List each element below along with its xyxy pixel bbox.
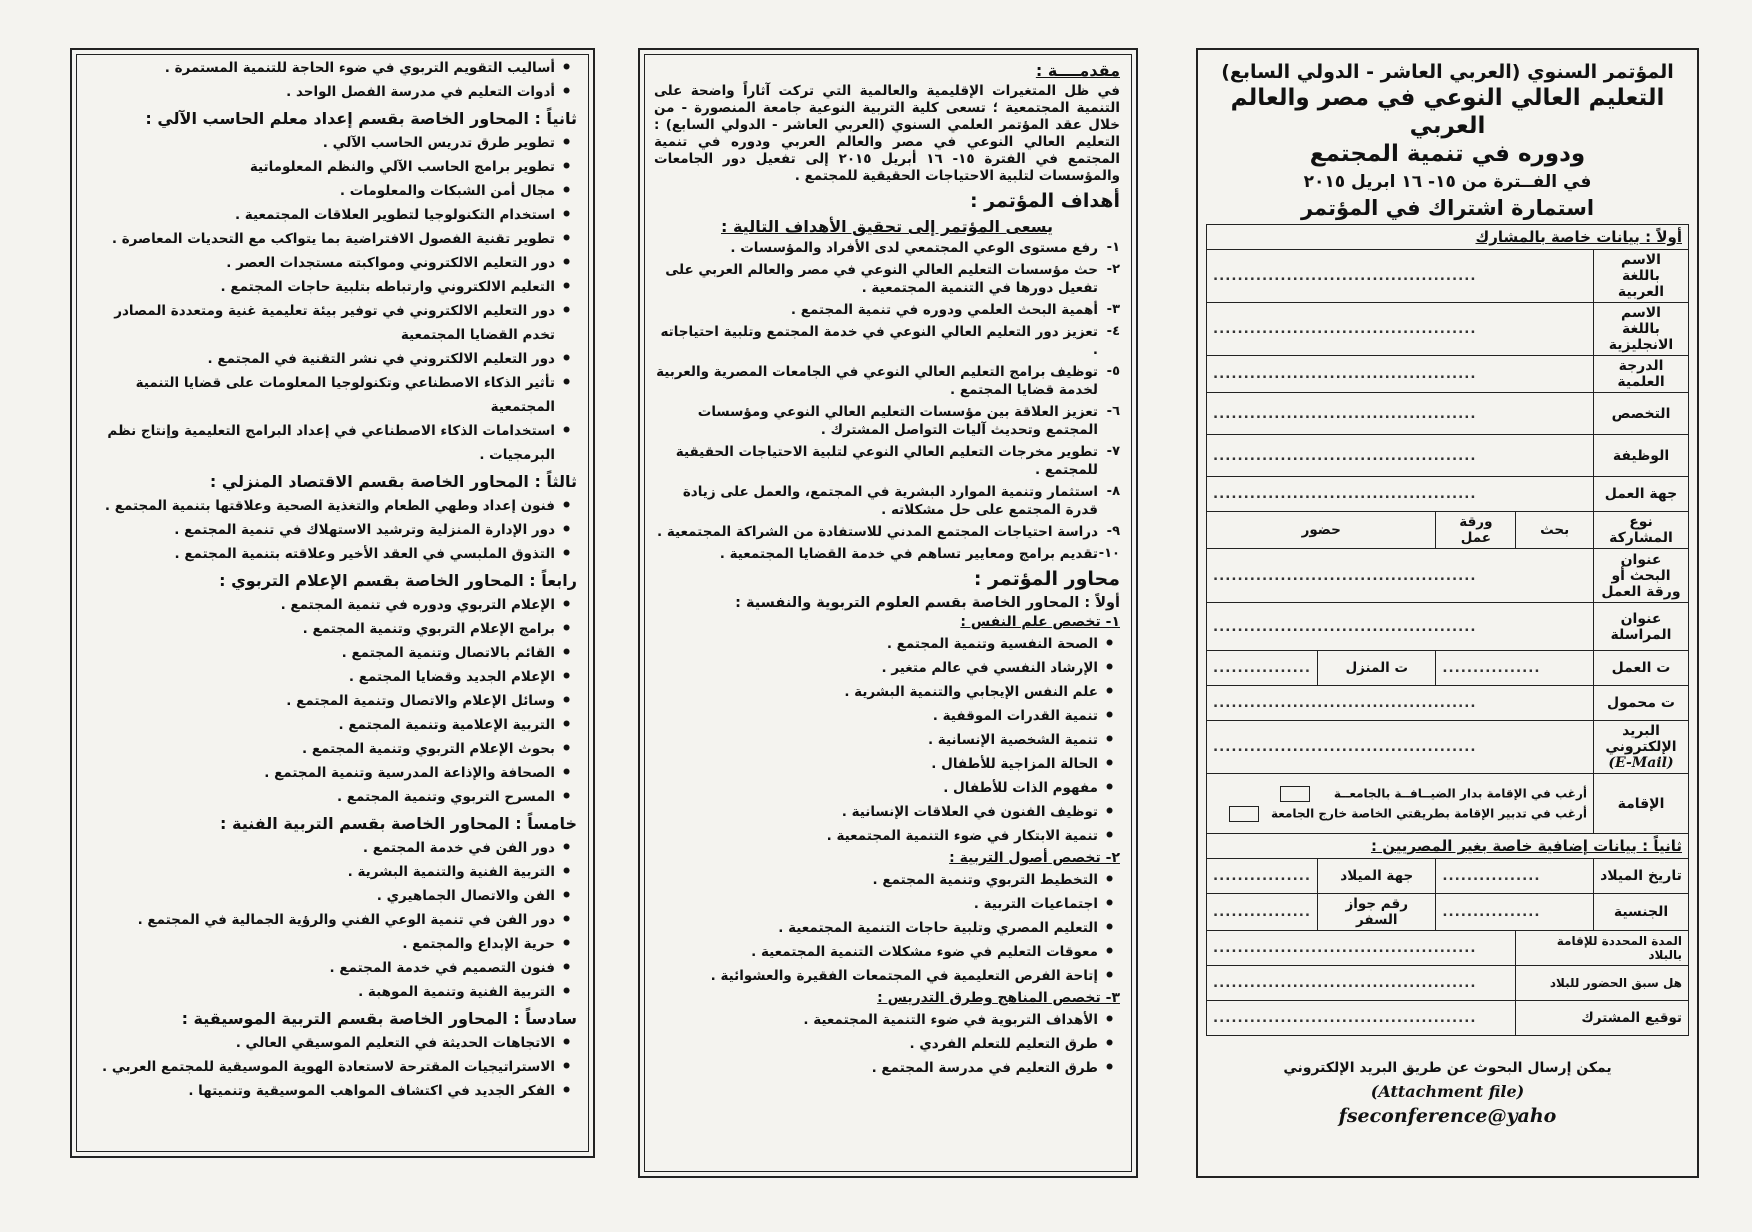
field-research-title[interactable]: ........................................... — [1207, 549, 1594, 603]
list-item: • الإرشاد النفسي في عالم متغير . — [654, 656, 1098, 680]
goal-item — [654, 523, 1120, 541]
goal-text: تعزيز دور التعليم العالي النوعي في خدمة المجتمع وتلبية احتياجاته . — [660, 324, 1098, 358]
conference-title-line1: التعليم العالي النوعي في مصر والعالم العربي — [1230, 85, 1665, 139]
label-name-ar: الاسم باللغة العربية — [1594, 250, 1689, 303]
goal-number: ٦- — [1106, 404, 1120, 419]
list-item: • التعليم الالكتروني وارتباطه بتلبية حاجات المجتمع . — [86, 275, 555, 299]
label-signature: توقيع المشترك — [1516, 1001, 1689, 1036]
option-work-paper[interactable]: ورقة عمل — [1436, 512, 1516, 549]
goal-item — [654, 261, 1120, 297]
section-list — [86, 494, 577, 566]
field-specialty[interactable]: ........................................... — [1207, 393, 1594, 435]
label-passport: رقم جواز السفر — [1318, 894, 1436, 931]
residence-option-2-label: أرغب في تدبير الإقامة بطريقتي الخاصة خارج الجامعة — [1270, 806, 1587, 820]
list-item: • المسرح التربوي وتنمية المجتمع . — [86, 785, 555, 809]
list-item: • فنون إعداد وطهي الطعام والتغذية الصحية وعلاقتها بتنمية المجتمع . — [86, 494, 555, 518]
goal-item — [654, 403, 1120, 439]
field-name-en[interactable]: ........................................... — [1207, 303, 1594, 356]
list-item: • تطوير برامج الحاسب الآلي والنظم المعلوماتية — [86, 155, 555, 179]
conference-title-line2: ودوره في تنمية المجتمع — [1309, 141, 1586, 167]
goal-number: ٨- — [1106, 484, 1120, 499]
label-participation: نوع المشاركة — [1594, 512, 1689, 549]
label-visited: هل سبق الحضور للبلاد — [1516, 966, 1689, 1001]
goal-number: ١- — [1106, 240, 1120, 255]
goal-text: تطوير مخرجات التعليم العالي النوعي لتلبية الاحتياجات الحقيقية للمجتمع . — [675, 444, 1098, 478]
label-email-ar: البريد الإلكتروني — [1605, 723, 1677, 755]
goal-number: ٤- — [1106, 324, 1120, 339]
list-item: • القائم بالاتصال وتنمية المجتمع . — [86, 641, 555, 665]
field-stay[interactable]: ........................................... — [1207, 931, 1516, 966]
list-item: • الفكر الجديد في اكتشاف المواهب الموسيقية وتنميتها . — [86, 1079, 555, 1103]
sub2-list — [654, 868, 1120, 988]
list-item: • بحوث الإعلام التربوي وتنمية المجتمع . — [86, 737, 555, 761]
goal-item — [654, 323, 1120, 359]
residence-option-2[interactable] — [1213, 806, 1587, 822]
label-email — [1594, 721, 1689, 774]
list-item: • الاتجاهات الحديثة في التعليم الموسيقي العالي . — [86, 1031, 555, 1055]
conference-series: المؤتمر السنوي (العربي العاشر - الدولي السابع) — [1221, 61, 1674, 83]
intro-text: في ظل المتغيرات الإقليمية والعالمية التي تركت آثاراً واضحة على التنمية المجتمعية ؛ تسعى كلية التربية النوعية جامعة المنصورة - من خلال عقد المؤتمر العلمي السنوي (العربي العاشر - الدولي السابع) : التعليم العالي النوعي في مصر والعالم العربي ودوره في تنمية المجتمع في الفترة ١٥- ١٦ أبريل ٢٠١٥ إلى تفعيل دور الجامعات والمؤسسات لتلبية الاحتياجات الحقيقية للمجتمع . — [654, 83, 1120, 184]
list-item: • أساليب التقويم التربوي في ضوء الحاجة للتنمية المستمرة . — [86, 56, 555, 80]
field-work-phone[interactable]: ................ — [1436, 651, 1594, 686]
list-item: • تطوير طرق تدريس الحاسب الآلي . — [86, 131, 555, 155]
label-residence: الإقامة — [1594, 774, 1689, 834]
goal-text: توظيف برامج التعليم العالي النوعي في الجامعات المصرية والعربية لخدمة قضايا المجتمع . — [656, 364, 1098, 398]
goal-item — [654, 483, 1120, 519]
list-item: • دور الفن في خدمة المجتمع . — [86, 836, 555, 860]
option-research[interactable]: بحث — [1516, 512, 1594, 549]
goal-text: تقديم برامج ومعايير تساهم في خدمة القضايا المجتمعية . — [719, 546, 1098, 562]
section-participant: أولاً : بيانات خاصة بالمشارك — [1207, 225, 1689, 250]
label-research-title: عنوان البحث أو ورقة العمل — [1594, 549, 1689, 603]
residence-option-1[interactable] — [1213, 786, 1587, 802]
label-name-en: الاسم باللغة الانجليزية — [1594, 303, 1689, 356]
goal-item — [654, 363, 1120, 399]
list-item: • التربية الفنية والتنمية البشرية . — [86, 860, 555, 884]
residence-options — [1207, 774, 1594, 834]
registration-form — [1206, 224, 1689, 1036]
label-address: عنوان المراسلة — [1594, 603, 1689, 651]
section-list — [86, 593, 577, 809]
list-item: • التربية الفنية وتنمية الموهبة . — [86, 980, 555, 1004]
residence-option-1-label: أرغب في الإقامة بدار الضيــافــة بالجامعــة — [1333, 786, 1587, 800]
goals-title: أهداف المؤتمر : — [969, 190, 1120, 212]
axes-first-heading: أولاً : المحاور الخاصة بقسم العلوم التربوية والنفسية : — [735, 595, 1120, 611]
field-passport[interactable]: ................ — [1207, 894, 1318, 931]
field-mobile[interactable]: ........................................... — [1207, 686, 1594, 721]
label-specialty: التخصص — [1594, 393, 1689, 435]
label-birth-date: تاريخ الميلاد — [1594, 859, 1689, 894]
section-list — [86, 1031, 577, 1103]
list-item: • معوقات التعليم في ضوء مشكلات التنمية المجتمعية . — [654, 940, 1098, 964]
label-home-phone: ت المنزل — [1318, 651, 1436, 686]
axes-title: محاور المؤتمر : — [973, 568, 1120, 590]
checkbox[interactable] — [1280, 786, 1310, 802]
list-item: • دور التعليم الالكتروني في توفير بيئة تعليمية غنية ومتعددة المصادر تخدم القضايا المجتمعية — [86, 299, 555, 347]
list-item: • استخدام التكنولوجيا لتطوير العلاقات المجتمعية . — [86, 203, 555, 227]
field-home-phone[interactable]: ................ — [1207, 651, 1318, 686]
label-degree: الدرجة العلمية — [1594, 356, 1689, 393]
goal-number: ٧- — [1106, 444, 1120, 459]
list-item: • وسائل الإعلام والاتصال وتنمية المجتمع . — [86, 689, 555, 713]
section-non-egyptians: ثانياً : بيانات إضافية خاصة بغير المصريين : — [1207, 834, 1689, 859]
list-item: • حرية الإبداع والمجتمع . — [86, 932, 555, 956]
section-list — [86, 131, 577, 467]
field-address[interactable]: ........................................... — [1207, 603, 1594, 651]
list-item: • مفهوم الذات للأطفال . — [654, 776, 1098, 800]
goal-number: ٢- — [1106, 262, 1120, 277]
list-item: • تنمية القدرات الموقفية . — [654, 704, 1098, 728]
goal-number: ٥- — [1106, 364, 1120, 379]
form-title: استمارة اشتراك في المؤتمر — [1300, 196, 1595, 220]
sub1-list — [654, 632, 1120, 848]
list-item: • الحالة المزاجية للأطفال . — [654, 752, 1098, 776]
list-item: • التربية الإعلامية وتنمية المجتمع . — [86, 713, 555, 737]
sub3-heading: ٣- تخصص المناهج وطرق التدريس : — [877, 990, 1120, 1006]
goal-text: تعزيز العلاقة بين مؤسسات التعليم العالي النوعي ومؤسسات المجتمع وتحديث آليات التواصل المشترك . — [697, 404, 1098, 438]
list-item: • تنمية الابتكار في ضوء التنمية المجتمعية . — [654, 824, 1098, 848]
option-attendance[interactable]: حضور — [1207, 512, 1436, 549]
list-item: • تأثير الذكاء الاصطناعي وتكنولوجيا المعلومات على قضايا التنمية المجتمعية — [86, 371, 555, 419]
field-email[interactable]: ........................................... — [1207, 721, 1594, 774]
list-item: • تطوير تقنية الفصول الافتراضية بما يتواكب مع التحديات المعاصرة . — [86, 227, 555, 251]
list-item: • التذوق الملبسي في العقد الأخير وعلاقته بتنمية المجتمع . — [86, 542, 555, 566]
checkbox[interactable] — [1229, 806, 1259, 822]
goal-text: حث مؤسسات التعليم العالي النوعي في مصر والعالم العربي على تفعيل دورها في التنمية المجتمعية . — [665, 262, 1098, 296]
section-heading: ثانياً : المحاور الخاصة بقسم إعداد معلم الحاسب الآلي : — [145, 109, 577, 128]
list-item: • الصحة النفسية وتنمية المجتمع . — [654, 632, 1098, 656]
goal-text: رفع مستوى الوعي المجتمعي لدى الأفراد والمؤسسات . — [730, 240, 1098, 256]
intro-title: مقدمــــة : — [1035, 61, 1120, 80]
sub2-heading: ٢- تخصص أصول التربية : — [949, 850, 1120, 866]
goal-item — [654, 301, 1120, 319]
goal-item — [654, 239, 1120, 257]
label-stay: المدة المحددة للإقامة بالبلاد — [1516, 931, 1689, 966]
list-item: • الأهداف التربوية في ضوء التنمية المجتمعية . — [654, 1008, 1098, 1032]
goal-number: ٣- — [1106, 302, 1120, 317]
list-item: • إتاحة الفرص التعليمية في المجتمعات الفقيرة والعشوائية . — [654, 964, 1098, 988]
label-work-phone: ت العمل — [1594, 651, 1689, 686]
list-item: • استخدامات الذكاء الاصطناعي في إعداد البرامج التعليمية وإنتاج نظم البرمجيات . — [86, 419, 555, 467]
goal-text: استثمار وتنمية الموارد البشرية في المجتمع، والعمل على زيادة قدرة المجتمع على حل مشكلاته . — [682, 484, 1098, 518]
list-item: • طرق التعليم في مدرسة المجتمع . — [654, 1056, 1098, 1080]
list-item: • فنون التصميم في خدمة المجتمع . — [86, 956, 555, 980]
conference-dates: في الفــترة من ١٥- ١٦ ابريل ٢٠١٥ — [1303, 172, 1592, 192]
goal-text: دراسة احتياجات المجتمع المدني للاستفادة من الشراكة المجتمعية . — [656, 524, 1098, 540]
right-panel — [1196, 48, 1699, 1178]
list-item: • طرق التعليم للتعلم الفردي . — [654, 1032, 1098, 1056]
left-panel — [70, 48, 595, 1158]
label-birth-place: جهة الميلاد — [1318, 859, 1436, 894]
submission-note — [1206, 1056, 1689, 1128]
list-item: • دور التعليم الالكتروني في نشر التقنية في المجتمع . — [86, 347, 555, 371]
list-item: • برامج الإعلام التربوي وتنمية المجتمع . — [86, 617, 555, 641]
goal-item — [654, 443, 1120, 479]
goals-list — [654, 239, 1120, 563]
left-top-list — [86, 56, 577, 104]
field-employer[interactable]: ........................................... — [1207, 477, 1594, 512]
goal-number: ٩- — [1106, 524, 1120, 539]
label-nationality: الجنسية — [1594, 894, 1689, 931]
field-birth-place[interactable]: ................ — [1207, 859, 1318, 894]
list-item: • اجتماعيات التربية . — [654, 892, 1098, 916]
label-employer: جهة العمل — [1594, 477, 1689, 512]
sub1-heading: ١- تخصص علم النفس : — [960, 614, 1120, 630]
goals-lead: يسعى المؤتمر إلى تحقيق الأهداف التالية : — [720, 217, 1054, 236]
list-item: • الصحافة والإذاعة المدرسية وتنمية المجتمع . — [86, 761, 555, 785]
label-email-en: (E-Mail) — [1608, 755, 1674, 771]
list-item: • مجال أمن الشبكات والمعلومات . — [86, 179, 555, 203]
submission-text: يمكن إرسال البحوث عن طريق البريد الإلكتروني — [1283, 1060, 1612, 1076]
field-signature[interactable]: ........................................... — [1207, 1001, 1516, 1036]
field-nationality[interactable]: ................ — [1436, 894, 1594, 931]
list-item: • الفن والاتصال الجماهيري . — [86, 884, 555, 908]
label-mobile: ت محمول — [1594, 686, 1689, 721]
field-birth-date[interactable]: ................ — [1436, 859, 1594, 894]
list-item: • دور الإدارة المنزلية وترشيد الاستهلاك في تنمية المجتمع . — [86, 518, 555, 542]
list-item: • التعليم المصري وتلبية حاجات التنمية المجتمعية . — [654, 916, 1098, 940]
field-name-ar[interactable]: ........................................... — [1207, 250, 1594, 303]
list-item: • توظيف الفنون في العلاقات الإنسانية . — [654, 800, 1098, 824]
section-heading: سادساً : المحاور الخاصة بقسم التربية الموسيقية : — [181, 1009, 577, 1028]
field-visited[interactable]: ........................................... — [1207, 966, 1516, 1001]
list-item: • علم النفس الإيجابي والتنمية البشرية . — [654, 680, 1098, 704]
list-item: • تنمية الشخصية الإنسانية . — [654, 728, 1098, 752]
section-list — [86, 836, 577, 1004]
field-degree[interactable]: ........................................... — [1207, 356, 1594, 393]
list-item: • الإعلام التربوي ودوره في تنمية المجتمع . — [86, 593, 555, 617]
field-job[interactable]: ........................................... — [1207, 435, 1594, 477]
goal-text: أهمية البحث العلمي ودوره في تنمية المجتمع . — [790, 302, 1098, 318]
list-item: • الإعلام الجديد وقضايا المجتمع . — [86, 665, 555, 689]
section-heading: رابعاً : المحاور الخاصة بقسم الإعلام التربوي : — [219, 571, 577, 590]
list-item: • الاستراتيجيات المقترحة لاستعادة الهوية الموسيقية للمجتمع العربي . — [86, 1055, 555, 1079]
list-item: • دور الفن في تنمية الوعي الفني والرؤية الجمالية في المجتمع . — [86, 908, 555, 932]
section-heading: ثالثاً : المحاور الخاصة بقسم الاقتصاد المنزلي : — [209, 472, 577, 491]
list-item: • التخطيط التربوي وتنمية المجتمع . — [654, 868, 1098, 892]
label-job: الوظيفة — [1594, 435, 1689, 477]
contact-email[interactable]: fseconference@yaho — [1338, 1105, 1557, 1127]
goal-number: ١٠- — [1098, 546, 1120, 561]
middle-panel — [638, 48, 1138, 1178]
left-sections — [86, 109, 577, 1103]
goal-item — [654, 545, 1120, 563]
sub3-list — [654, 1008, 1120, 1080]
section-heading: خامساً : المحاور الخاصة بقسم التربية الفنية : — [220, 814, 577, 833]
list-item: • أدوات التعليم في مدرسة الفصل الواحد . — [86, 80, 555, 104]
list-item: • دور التعليم الالكتروني ومواكبته مستجدات العصر . — [86, 251, 555, 275]
attachment-note: (Attachment file) — [1370, 1082, 1525, 1101]
